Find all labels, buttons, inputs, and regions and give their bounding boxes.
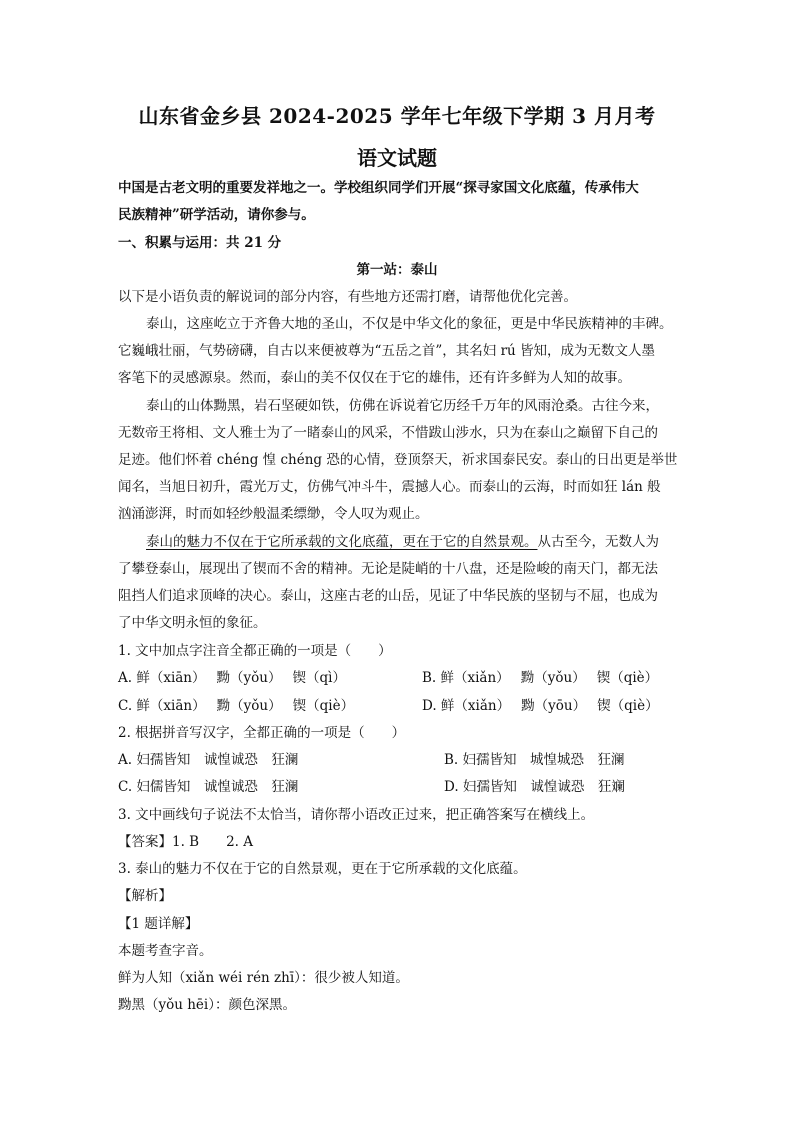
question-2: 2. 根据拼音写汉字，全都正确的一项是（ ） [118, 725, 406, 741]
note-line-1: 鲜为人知（xiǎn wéi rén zhī）：很少被人知道。 [118, 970, 409, 986]
question-1-option-d: D. 鲜（xiǎn） 黝（yōu） 锲（qiè） [422, 698, 659, 714]
question-2-option-a: A. 妇孺皆知 诚惶诚恐 狂澜 [118, 752, 299, 768]
document-subtitle: 语文试题 [357, 146, 437, 170]
paragraph-3-line-2: 了攀登泰山，展现出了锲而不舍的精神。无论是陡峭的十八盘，还是险峻的南天门，都无法 [118, 561, 658, 577]
station-heading: 第一站：泰山 [356, 262, 438, 278]
underlined-sentence: 泰山的魅力不仅在于它所承载的文化底蕴，更在于它的自然景观。 [146, 534, 538, 550]
paragraph-3-line-4: 了中华文明永恒的象征。 [118, 615, 267, 631]
question-1-option-b: B. 鲜（xiǎn） 黝（yǒu） 锲（qiè） [422, 670, 659, 686]
answer-3-line: 3. 泰山的魅力不仅在于它的自然景观，更在于它所承载的文化底蕴。 [118, 861, 527, 877]
paragraph-2-line-2: 无数帝王将相、文人雅士为了一睹泰山的风采，不惜跋山涉水，只为在泰山之巅留下自己的 [118, 425, 658, 441]
paragraph-1-line-3: 客笔下的灵感源泉。然而，泰山的美不仅仅在于它的雄伟，还有许多鲜为人知的故事。 [118, 370, 631, 386]
question-1: 1. 文中加点字注音全都正确的一项是（ ） [118, 643, 392, 659]
question-2-option-b: B. 妇孺皆知 城惶城恐 狂澜 [444, 752, 625, 768]
detail-1-text: 本题考查字音。 [118, 943, 213, 959]
section-heading: 一、积累与运用：共 21 分 [118, 235, 282, 251]
question-2-option-c: C. 妇儒皆知 诚惶诚恐 狂澜 [118, 779, 299, 795]
analysis-heading: 【解析】 [118, 888, 172, 904]
question-1-option-a: A. 鲜（xiān） 黝（yǒu） 锲（qì） [118, 670, 346, 686]
question-3: 3. 文中画线句子说法不太恰当，请你帮小语改正过来，把正确答案写在横线上。 [118, 807, 595, 823]
paragraph-2-line-5: 汹涌澎湃，时而如轻纱般温柔缥缈，令人叹为观止。 [118, 506, 429, 522]
paragraph-1-line-2: 它巍峨壮丽，气势磅礴，自古以来便被尊为“五岳之首”，其名妇 rú 皆知，成为无数文人墨 [118, 343, 656, 359]
question-2-option-d: D. 妇孺皆知 诚惶诚恐 狂斓 [444, 779, 625, 795]
paragraph-3-line-1 [118, 532, 688, 552]
paragraph-2-line-1: 泰山的山体黝黑，岩石坚硬如铁，仿佛在诉说着它历经千万年的风雨沧桑。古往今来， [146, 398, 659, 414]
document-title: 山东省金乡县 2024-2025 学年七年级下学期 3 月月考 [138, 104, 656, 128]
question-1-option-c: C. 鲜（xiān） 黝（yǒu） 锲（qiè） [118, 698, 355, 714]
paragraph-2-line-3: 足迹。他们怀着 chéng 惶 chéng 恐的心情，登顶祭天，祈求国泰民安。泰山的日出更是举世 [118, 452, 678, 468]
paragraph-3-line-1-rest: 从古至今，无数人为 [537, 534, 659, 550]
paragraph-2-line-4: 闻名，当旭日初升，霞光万丈，仿佛气冲斗牛，震撼人心。而泰山的云海，时而如狂 lán 般 [118, 479, 661, 495]
paragraph-1-line-1: 泰山，这座屹立于齐鲁大地的圣山，不仅是中华文化的象征，更是中华民族精神的丰碑。 [146, 316, 673, 332]
detail-1-heading: 【1 题详解】 [118, 916, 199, 932]
intro-line-2: 民族精神”研学活动，请你参与。 [118, 207, 315, 223]
lead-text: 以下是小语负责的解说词的部分内容，有些地方还需打磨，请帮他优化完善。 [118, 289, 577, 305]
note-line-2: 黝黑（yǒu hēi）：颜色深黑。 [118, 997, 296, 1013]
paragraph-3-line-3: 阻挡人们追求顶峰的决心。泰山，这座古老的山岳，见证了中华民族的坚韧与不屈，也成为 [118, 588, 658, 604]
answer-line: 【答案】1. B 2. A [118, 834, 254, 850]
intro-line-1: 中国是古老文明的重要发祥地之一。学校组织同学们开展“探寻家国文化底蕴，传承伟大 [118, 180, 639, 196]
